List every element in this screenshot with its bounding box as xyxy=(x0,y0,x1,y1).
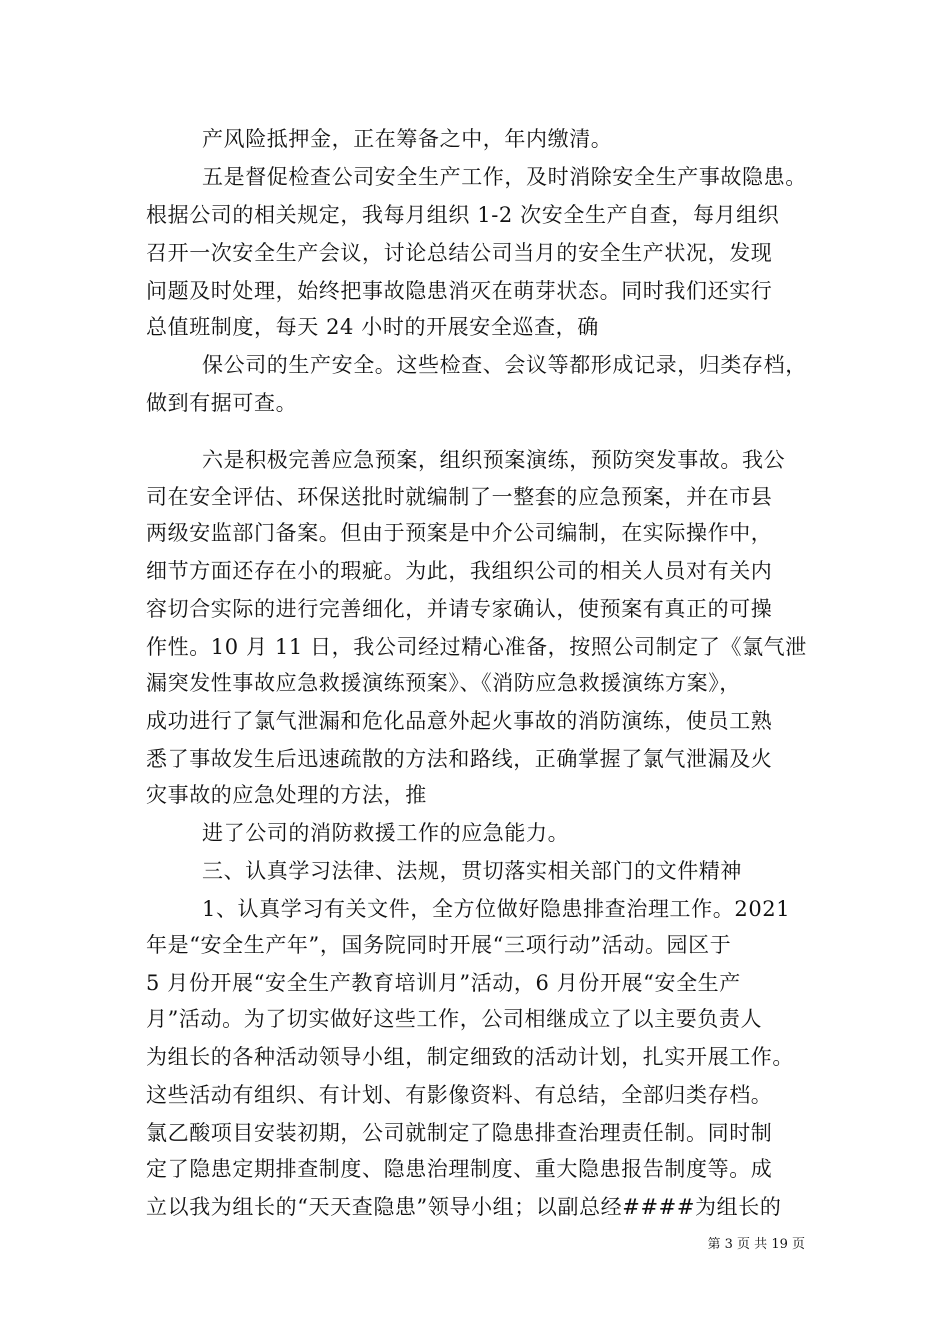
text-line: 1、认真学习有关文件，全方位做好隐患排查治理工作。2021 xyxy=(202,897,791,921)
text-line: 保公司的生产安全。这些检查、会议等都形成记录，归类存档， xyxy=(202,353,807,377)
text-line: 总值班制度，每天 24 小时的开展安全巡查，确 xyxy=(146,315,599,339)
text-line: 产风险抵押金，正在筹备之中，年内缴清。 xyxy=(202,127,613,151)
text-line: 做到有据可查。 xyxy=(146,391,298,415)
text-line: 灾事故的应急处理的方法，推 xyxy=(146,783,427,807)
text-line: 立以我为组长的“天天查隐患”领导小组；以副总经####为组长的 xyxy=(146,1195,782,1219)
text-line: 进了公司的消防救援工作的应急能力。 xyxy=(202,821,570,845)
text-line: 这些活动有组织、有计划、有影像资料、有总结，全部归类存档。 xyxy=(146,1083,773,1107)
text-line: 月”活动。为了切实做好这些工作，公司相继成立了以主要负责人 xyxy=(146,1007,763,1031)
text-line: 为组长的各种活动领导小组，制定细致的活动计划，扎实开展工作。 xyxy=(146,1045,794,1069)
text-line: 成功进行了氯气泄漏和危化品意外起火事故的消防演练，使员工熟 xyxy=(146,709,773,733)
text-line: 漏突发性事故应急救援演练预案》、《消防应急救援演练方案》， xyxy=(146,671,741,695)
text-line: 5 月份开展“安全生产教育培训月”活动，6 月份开展“安全生产 xyxy=(146,971,741,995)
text-line: 细节方面还存在小的瑕疵。为此，我组织公司的相关人员对有关内 xyxy=(146,559,773,583)
text-line: 氯乙酸项目安装初期，公司就制定了隐患排查治理责任制。同时制 xyxy=(146,1121,773,1145)
text-line: 六是积极完善应急预案，组织预案演练，预防突发事故。我公 xyxy=(202,448,786,472)
text-line: 召开一次安全生产会议，讨论总结公司当月的安全生产状况，发现 xyxy=(146,241,773,265)
text-line: 根据公司的相关规定，我每月组织 1-2 次安全生产自查，每月组织 xyxy=(146,203,780,227)
text-line: 五是督促检查公司安全生产工作，及时消除安全生产事故隐患。 xyxy=(202,165,807,189)
text-line: 年是“安全生产年”，国务院同时开展“三项行动”活动。园区于 xyxy=(146,933,732,957)
text-line: 司在安全评估、环保送批时就编制了一整套的应急预案，并在市县 xyxy=(146,485,773,509)
text-line: 容切合实际的进行完善细化，并请专家确认，使预案有真正的可操 xyxy=(146,597,773,621)
text-line: 两级安监部门备案。但由于预案是中介公司编制，在实际操作中， xyxy=(146,521,773,545)
text-line: 作性。10 月 11 日，我公司经过精心准备，按照公司制定了《氯气泄 xyxy=(146,635,807,659)
section-heading: 三、认真学习法律、法规，贯切落实相关部门的文件精神 xyxy=(202,859,742,883)
text-line: 定了隐患定期排查制度、隐患治理制度、重大隐患报告制度等。成 xyxy=(146,1157,773,1181)
text-line: 悉了事故发生后迅速疏散的方法和路线，正确掌握了氯气泄漏及火 xyxy=(146,747,773,771)
page-number: 第 3 页 共 19 页 xyxy=(707,1237,805,1252)
text-line: 问题及时处理，始终把事故隐患消灭在萌芽状态。同时我们还实行 xyxy=(146,279,773,303)
